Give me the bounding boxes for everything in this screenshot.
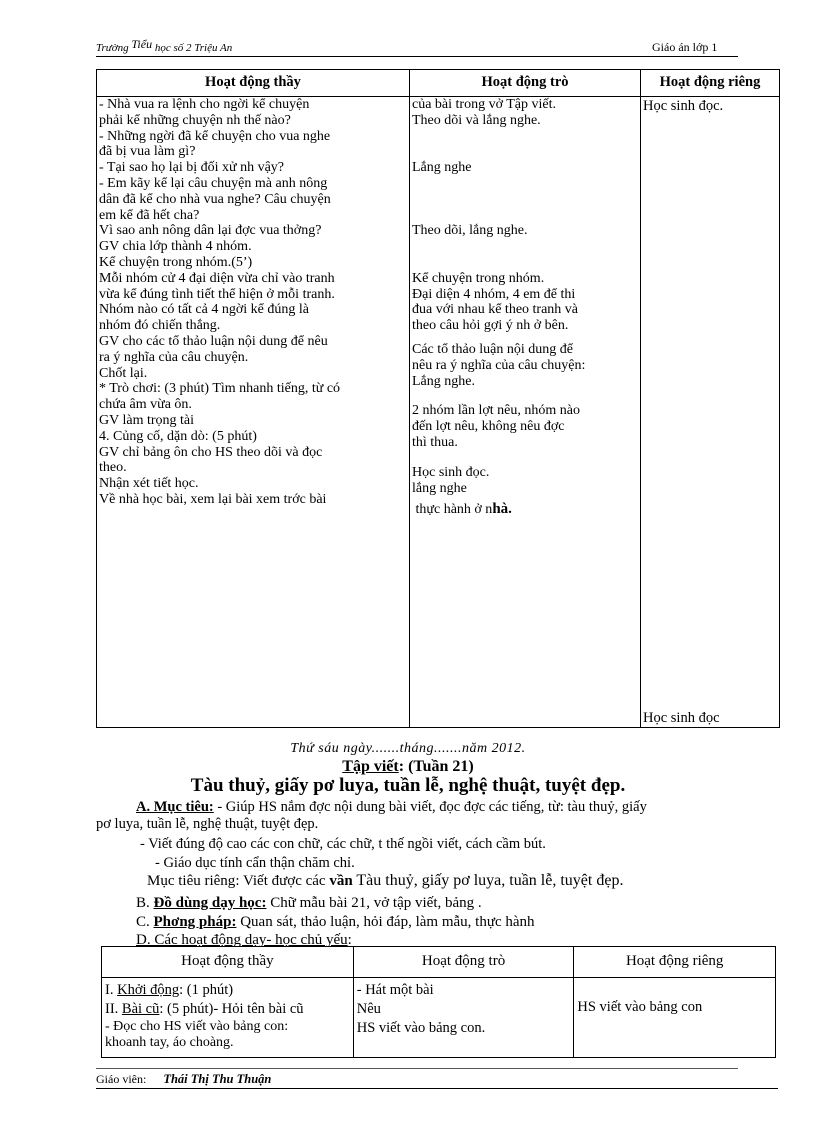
- objective-text-1: - Giúp HS nắm đợc nội dung bài viết, đọc đợc các tiếng, từ: tàu thuỷ, giấy: [213, 799, 647, 815]
- footer-label: Giáo viên:: [96, 1072, 147, 1086]
- method-label: Phơng pháp:: [153, 914, 237, 930]
- materials-label: Đồ dùng dạy học:: [153, 895, 267, 911]
- special-line-top: Học sinh đọc.: [643, 99, 724, 114]
- teacher-line: em kể đã hết cha?: [99, 207, 200, 223]
- special-line-bottom: Học sinh đọc: [643, 711, 720, 727]
- student-line: Đại diện 4 nhóm, 4 em để thi: [412, 286, 576, 302]
- practice-prefix: thực hành ở n: [415, 502, 493, 518]
- objective-line-1: [96, 798, 796, 816]
- t2-teacher-line: khoanh tay, áo choàng.: [105, 1034, 234, 1050]
- teacher-line: ra ý nghĩa của câu chuyện.: [99, 349, 249, 365]
- date-line: Thứ sáu ngày.......tháng.......năm 2012.: [290, 741, 526, 756]
- t2-teacher-cell: [102, 978, 354, 1058]
- student-line: Lắng nghe: [412, 160, 472, 176]
- teacher-line: GV cho các tổ thảo luận nội dung để nêu: [99, 333, 328, 349]
- lesson-plan-label: Giáo án lớp 1: [652, 40, 718, 54]
- teacher-activities-cell: [97, 97, 410, 728]
- t2-warmup-prefix: I.: [105, 982, 118, 998]
- col-header-student: Hoạt động trò: [410, 70, 641, 97]
- teacher-line: vừa kể đúng tình tiết thể hiện ở mỗi tranh.: [99, 286, 335, 302]
- materials-prefix: B.: [136, 895, 154, 911]
- teacher-line: - Em kãy kể lại câu chuyện mà anh nông: [99, 175, 328, 191]
- t2-special-line: HS viết vào bảng con: [577, 1000, 703, 1015]
- t2-review-text: : (5 phút)- Hỏi tên bài cũ: [159, 1001, 304, 1017]
- t2-warmup-text: : (1 phút): [179, 982, 234, 998]
- special-objective-text: : Viết được các: [235, 873, 330, 889]
- special-objective-label: Mục tiêu riêng: [147, 873, 236, 889]
- t2-warmup: [105, 981, 350, 1000]
- subject-label: Tập viết: [342, 758, 399, 775]
- activity-table-2: [101, 946, 776, 1058]
- subject-week: : (Tuần 21): [398, 758, 474, 775]
- teacher-line: GV chỉ bảng ôn cho HS theo dõi và đọc: [99, 444, 323, 460]
- school-name: [96, 37, 233, 55]
- student-activities-cell: [410, 97, 641, 728]
- teacher-line: chứa âm vừa ôn.: [99, 397, 192, 413]
- student-line: của bài trong vở Tập viết.: [412, 97, 556, 112]
- teacher-line: dân đã kể cho nhà vua nghe? Câu chuyện: [99, 191, 331, 207]
- objective-line-3: - Viết đúng độ cao các con chữ, các chữ, t thế ngồi viết, cách cầm bút.: [140, 836, 546, 852]
- teacher-line: Về nhà học bài, xem lại bài xem trớc bài: [99, 491, 327, 507]
- special-objective: [147, 871, 623, 891]
- special-objective-bold: vần: [329, 873, 353, 889]
- method-line: [136, 913, 535, 931]
- teacher-line: 4. Củng cố, dặn dò: (5 phút): [99, 428, 257, 444]
- student-line: đến lợt nêu, không nêu đợc: [412, 419, 565, 435]
- subject-line: [0, 758, 816, 776]
- teacher-line: GV chia lớp thành 4 nhóm.: [99, 239, 252, 255]
- col-header-teacher: Hoạt động thầy: [97, 70, 410, 97]
- teacher-line: Mỗi nhóm cử 4 đại diện vừa chỉ vào tranh: [99, 270, 335, 286]
- school-mid: Tiểu: [131, 37, 153, 51]
- activities-colon: :: [347, 932, 352, 948]
- student-line: lắng nghe: [412, 480, 467, 496]
- teacher-line: phải kể những chuyện nh thế nào?: [99, 112, 291, 128]
- t2-special-cell: [574, 978, 776, 1058]
- method-prefix: C.: [136, 914, 154, 930]
- teacher-line: Vì sao anh nông dân lại đợc vua thởng?: [99, 223, 322, 239]
- t2-review-label: Bài cũ: [121, 1001, 160, 1017]
- footer-rule-bottom: [96, 1088, 778, 1089]
- student-line: nêu ra ý nghĩa của câu chuyện:: [412, 357, 586, 373]
- student-line: thì thua.: [412, 434, 458, 450]
- school-suffix: học số 2 Triệu An: [154, 42, 233, 54]
- teacher-line: GV làm trọng tài: [99, 412, 195, 428]
- student-line: Theo dõi và lắng nghe.: [412, 112, 541, 128]
- t2-header-teacher: Hoạt động thầy: [102, 947, 354, 978]
- student-line: theo câu hỏi gợi ý nh ở bên.: [412, 318, 569, 334]
- footer-rule-top: [96, 1068, 738, 1069]
- student-line: đua với nhau kể theo tranh và: [412, 302, 579, 318]
- t2-review: [105, 1000, 350, 1019]
- student-line: Kể chuyện trong nhóm.: [412, 270, 545, 286]
- teacher-line: * Trò chơi: (3 phút) Tìm nhanh tiếng, từ có: [99, 381, 341, 397]
- teacher-line: - Tại sao họ lại bị đối xử nh vậy?: [99, 160, 285, 176]
- footer-teacher: [96, 1072, 271, 1087]
- objective-label: A. Mục tiêu:: [136, 799, 214, 815]
- footer-teacher-name: Thái Thị Thu Thuận: [163, 1072, 272, 1086]
- teacher-line: nhóm đó chiến thắng.: [99, 318, 221, 334]
- school-prefix: Trường: [96, 42, 129, 54]
- special-activities-cell: [641, 97, 780, 728]
- materials-text: Chữ mẫu bài 21, vở tập viết, bảng .: [266, 895, 482, 911]
- practice-bold: hà.: [492, 502, 512, 518]
- student-line: 2 nhóm lần lợt nêu, nhóm nào: [412, 403, 580, 419]
- teacher-line: Kể chuyện trong nhóm.(5’): [99, 254, 253, 270]
- t2-student-cell: [353, 978, 574, 1058]
- student-line: Học sinh đọc.: [412, 464, 490, 480]
- student-line: Lắng nghe.: [412, 373, 475, 389]
- teacher-line: Nhóm nào có tất cả 4 ngời kể đúng là: [99, 302, 309, 318]
- t2-header-special: Hoạt động riêng: [574, 947, 776, 978]
- activities-label: D. Các hoạt động dạy- học chủ yếu: [136, 932, 348, 948]
- t2-review-prefix: II.: [105, 1001, 122, 1017]
- lesson-title: Tàu thuỷ, giấy pơ luya, tuần lễ, nghệ thuật, tuyệt đẹp.: [190, 775, 626, 796]
- t2-student-line: - Hát một bài: [356, 982, 434, 998]
- objective-line-2: pơ luya, tuần lễ, nghệ thuật, tuyệt đẹp.: [96, 816, 319, 832]
- student-line-practice: [412, 502, 638, 518]
- student-line: Các tổ thảo luận nội dung để: [412, 341, 573, 357]
- teacher-line: theo.: [99, 460, 127, 476]
- materials-line: [136, 894, 482, 912]
- t2-student-line: HS viết vào bảng con.: [356, 1020, 486, 1036]
- header-rule: [96, 56, 738, 57]
- teacher-line: đã bị vua làm gì?: [99, 144, 196, 160]
- teacher-line: Chốt lại.: [99, 365, 148, 381]
- t2-student-line: Nêu: [356, 1001, 381, 1017]
- teacher-line: - Những ngời đã kể chuyện cho vua nghe: [99, 128, 331, 144]
- t2-warmup-label: Khởi động: [117, 982, 180, 998]
- objective-line-4: - Giáo dục tính cẩn thận chăm chỉ.: [155, 855, 355, 871]
- t2-teacher-line: - Đọc cho HS viết vào bảng con:: [105, 1019, 289, 1034]
- col-header-special: Hoạt động riêng: [641, 70, 780, 97]
- teacher-line: - Nhà vua ra lệnh cho ngời kể chuyện: [99, 97, 310, 112]
- activity-table-1: [96, 69, 780, 728]
- teacher-line: Nhận xét tiết học.: [99, 476, 199, 492]
- special-objective-words: Tàu thuỷ, giấy pơ luya, tuần lễ, tuyệt đẹp.: [352, 872, 624, 889]
- student-line: Theo dõi, lắng nghe.: [412, 223, 528, 239]
- t2-header-student: Hoạt động trò: [353, 947, 574, 978]
- method-text: Quan sát, thảo luận, hỏi đáp, làm mẫu, thực hành: [236, 914, 535, 930]
